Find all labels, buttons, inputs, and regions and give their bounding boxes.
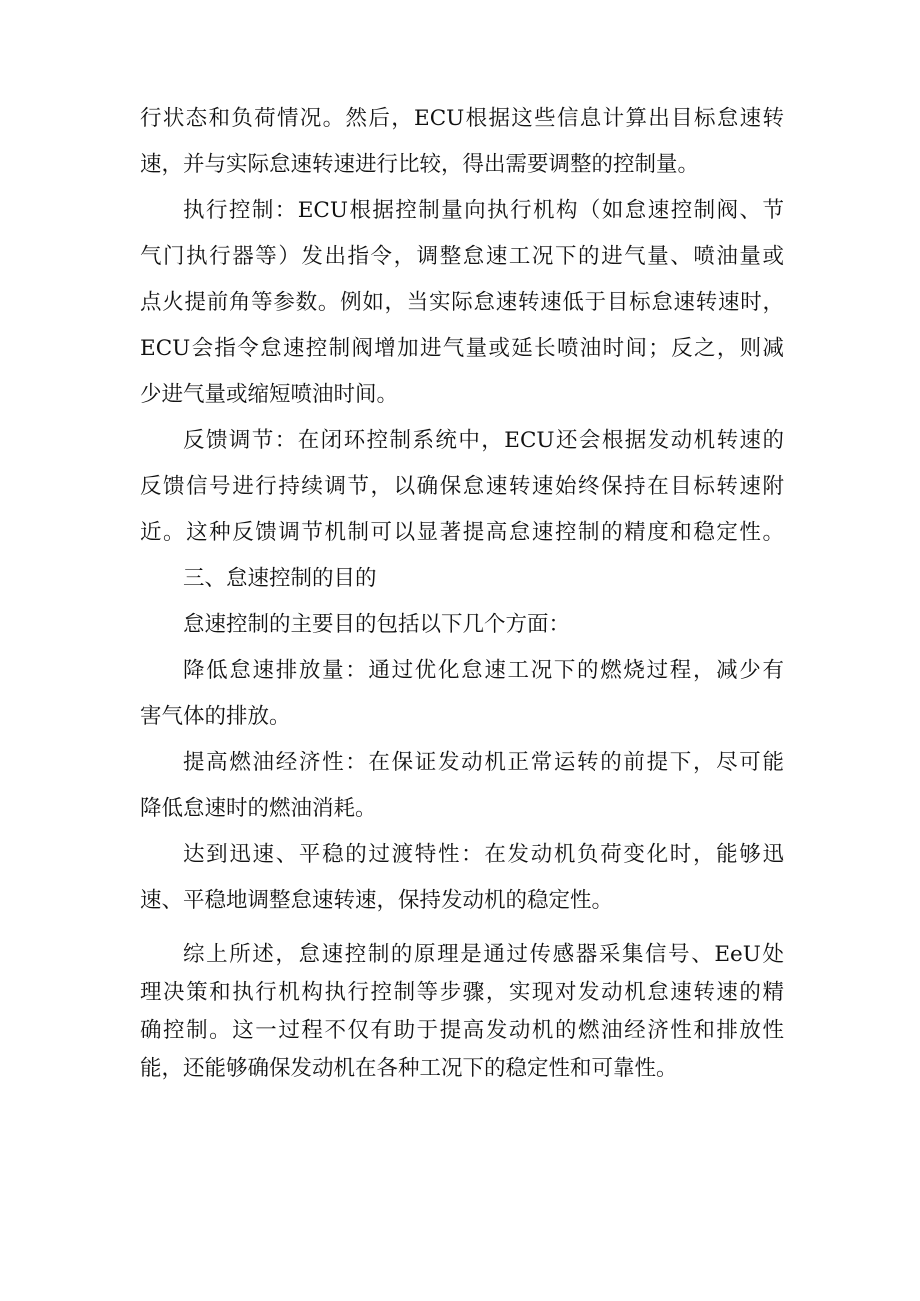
text-line: 速、平稳地调整怠速转速，保持发动机的稳定性。: [140, 888, 614, 913]
text-line: 三、怠速控制的目的: [183, 566, 377, 591]
text-line: 少进气量或缩短喷油时间。: [140, 382, 399, 407]
text-line: 确控制。这一过程不仅有助于提高发动机的燃油经济性和排放性: [140, 1018, 784, 1043]
paragraph-continuation: [140, 96, 784, 188]
paragraph-transition: [140, 832, 784, 924]
text-line: 能，还能够确保发动机在各种工况下的稳定性和可靠性。: [140, 1056, 678, 1081]
paragraph-summary: [140, 936, 784, 1088]
paragraph-feedback-adjust: [140, 418, 784, 556]
document-page: [140, 96, 784, 1088]
text-line: 达到迅速、平稳的过渡特性：在发动机负荷变化时，能够迅: [183, 842, 784, 867]
paragraph-reduce-emission: [140, 648, 784, 740]
text-line: 近。这种反馈调节机制可以显著提高怠速控制的精度和稳定性。: [140, 520, 784, 545]
text-line: 行状态和负荷情况。然后，ECU根据这些信息计算出目标怠速转: [140, 106, 784, 131]
paragraph-fuel-economy: [140, 740, 784, 832]
text-line: 降低怠速排放量：通过优化怠速工况下的燃烧过程，减少有: [183, 658, 784, 683]
text-line: 怠速控制的主要目的包括以下几个方面：: [183, 612, 571, 637]
text-line: 点火提前角等参数。例如，当实际怠速转速低于目标怠速转速时，: [140, 290, 784, 315]
text-line: 降低怠速时的燃油消耗。: [140, 796, 377, 821]
paragraph-execution-control: [140, 188, 784, 418]
section-heading: [140, 556, 784, 602]
text-line: 综上所述，怠速控制的原理是通过传感器采集信号、EeU处: [183, 942, 784, 967]
text-line: 反馈信号进行持续调节，以确保怠速转速始终保持在目标转速附: [140, 474, 784, 499]
text-line: 害气体的排放。: [140, 704, 291, 729]
text-line: 速，并与实际怠速转速进行比较，得出需要调整的控制量。: [140, 152, 700, 177]
text-line: 提高燃油经济性：在保证发动机正常运转的前提下，尽可能: [183, 750, 784, 775]
paragraph-purpose-intro: [140, 602, 784, 648]
text-line: ECU会指令怠速控制阀增加进气量或延长喷油时间；反之，则减: [140, 336, 784, 361]
text-line: 理决策和执行机构执行控制等步骤，实现对发动机怠速转速的精: [140, 980, 784, 1005]
text-line: 反馈调节：在闭环控制系统中，ECU还会根据发动机转速的: [183, 428, 784, 453]
text-line: 气门执行器等）发出指令，调整怠速工况下的进气量、喷油量或: [140, 244, 784, 269]
text-line: 执行控制：ECU根据控制量向执行机构（如怠速控制阀、节: [183, 198, 784, 223]
